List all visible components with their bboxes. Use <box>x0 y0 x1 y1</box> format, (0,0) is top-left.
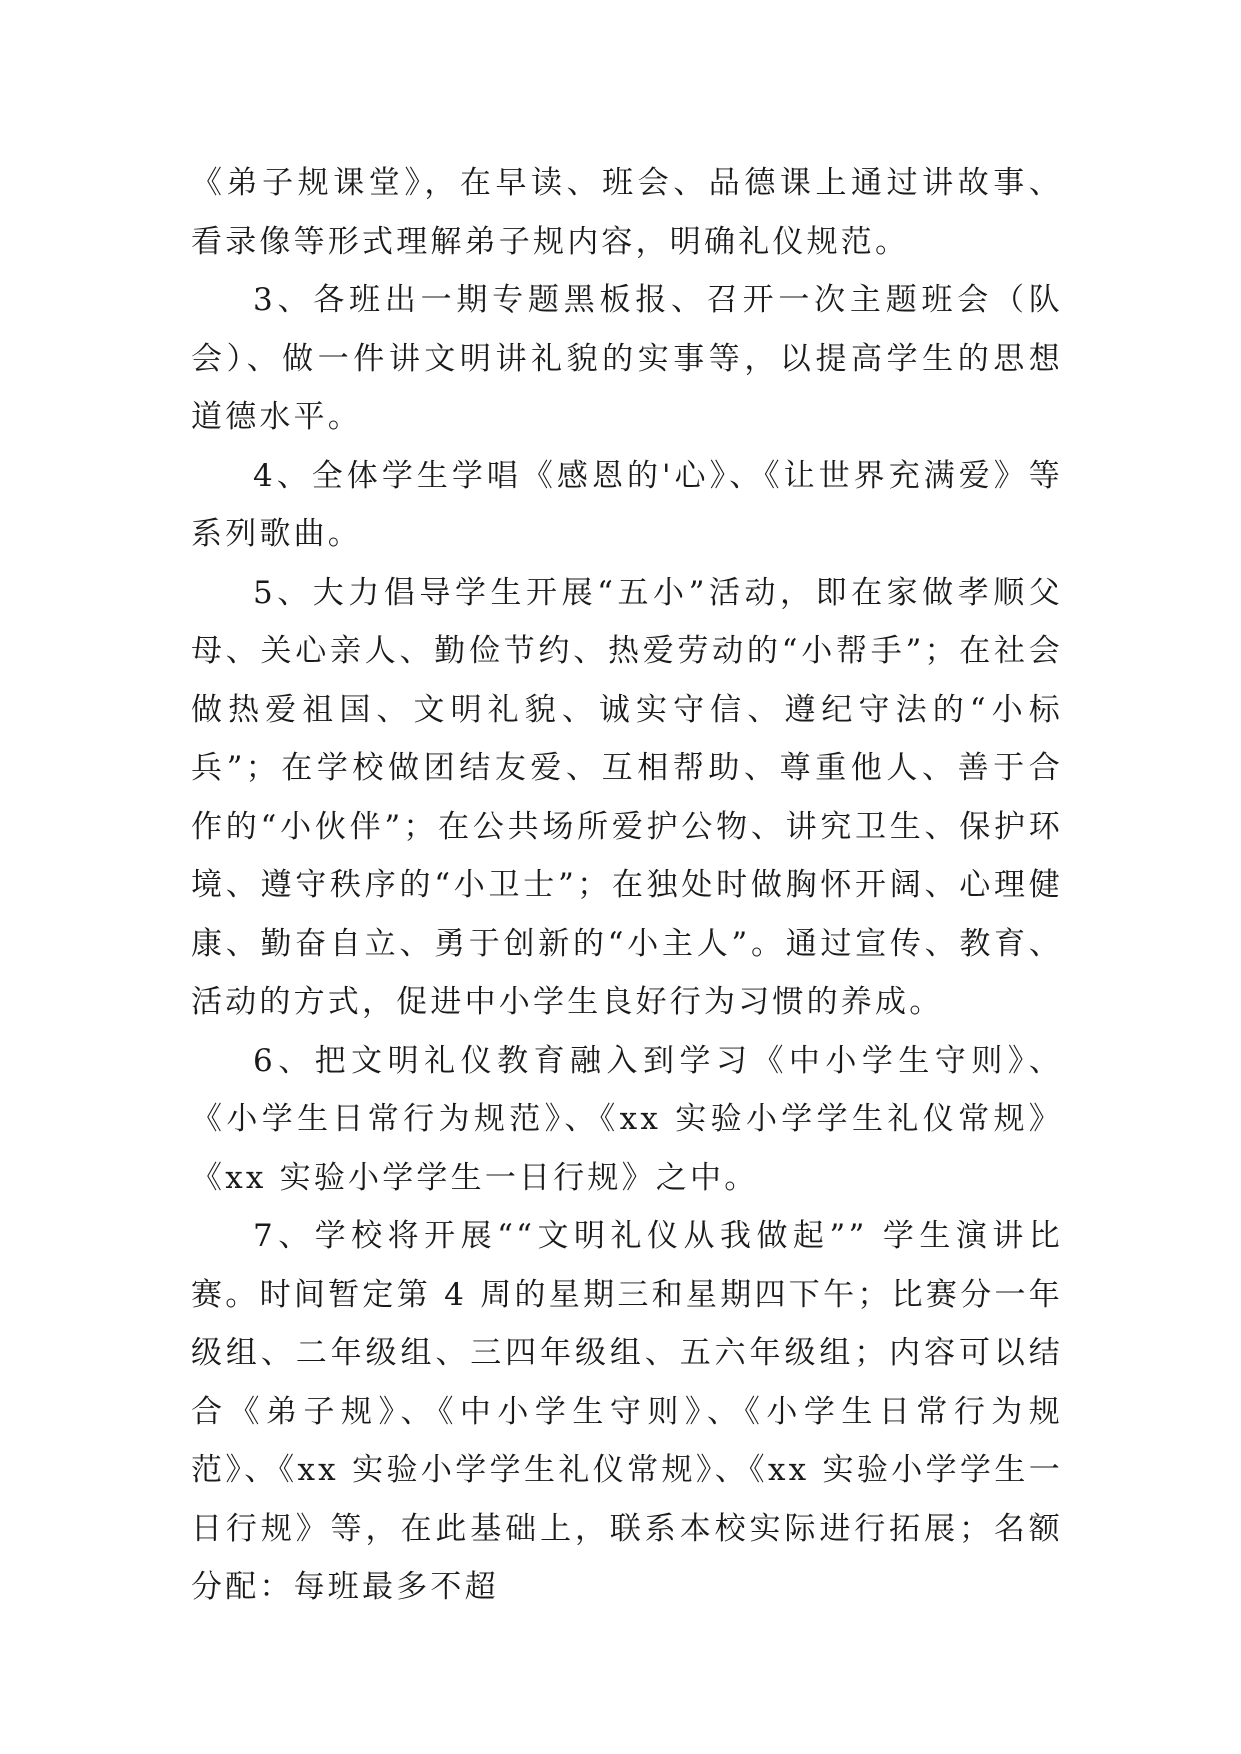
paragraph-item-3: 3、各班出一期专题黑板报、召开一次主题班会（队会）、做一件讲文明讲礼貌的实事等，以提高学生的思想道德水平。 <box>191 282 1063 435</box>
paragraph-item-7: 7、学校将开展““文明礼仪从我做起”” 学生演讲比赛。时间暂定第 4 周的星期三和星期四下午；比赛分一年级组、二年级组、三四年级组、五六年级组；内容可以结合《弟子规》、《中小学生守则》、《小学生日常行为规范》、《xx 实验小学学生礼仪常规》、《xx 实验小学学生一日行规》等，在此基础上，联系本校实际进行拓展；名额分配：每班最多不超 <box>191 1218 1063 1605</box>
paragraph-item-4: 4、全体学生学唱《感恩的'心》、《让世界充满爱》等系列歌曲。 <box>191 457 1063 552</box>
paragraph-continuation: 《弟子规课堂》，在早读、班会、品德课上通过讲故事、看录像等形式理解弟子规内容，明确礼仪规范。 <box>191 165 1063 260</box>
paragraph-item-6: 6、把文明礼仪教育融入到学习《中小学生守则》、《小学生日常行为规范》、《xx 实验小学学生礼仪常规》《xx 实验小学学生一日行规》之中。 <box>191 1042 1063 1196</box>
document-body <box>191 154 1063 1617</box>
paragraph-item-5: 5、大力倡导学生开展“五小”活动，即在家做孝顺父母、关心亲人、勤俭节约、热爱劳动的“小帮手”；在社会做热爱祖国、文明礼貌、诚实守信、遵纪守法的“小标兵”；在学校做团结友爱、互相帮助、尊重他人、善于合作的“小伙伴”；在公共场所爱护公物、讲究卫生、保护环境、遵守秩序的“小卫士”；在独处时做胸怀开阔、心理健康、勤奋自立、勇于创新的“小主人”。通过宣传、教育、活动的方式，促进中小学生良好行为习惯的养成。 <box>191 574 1063 1020</box>
